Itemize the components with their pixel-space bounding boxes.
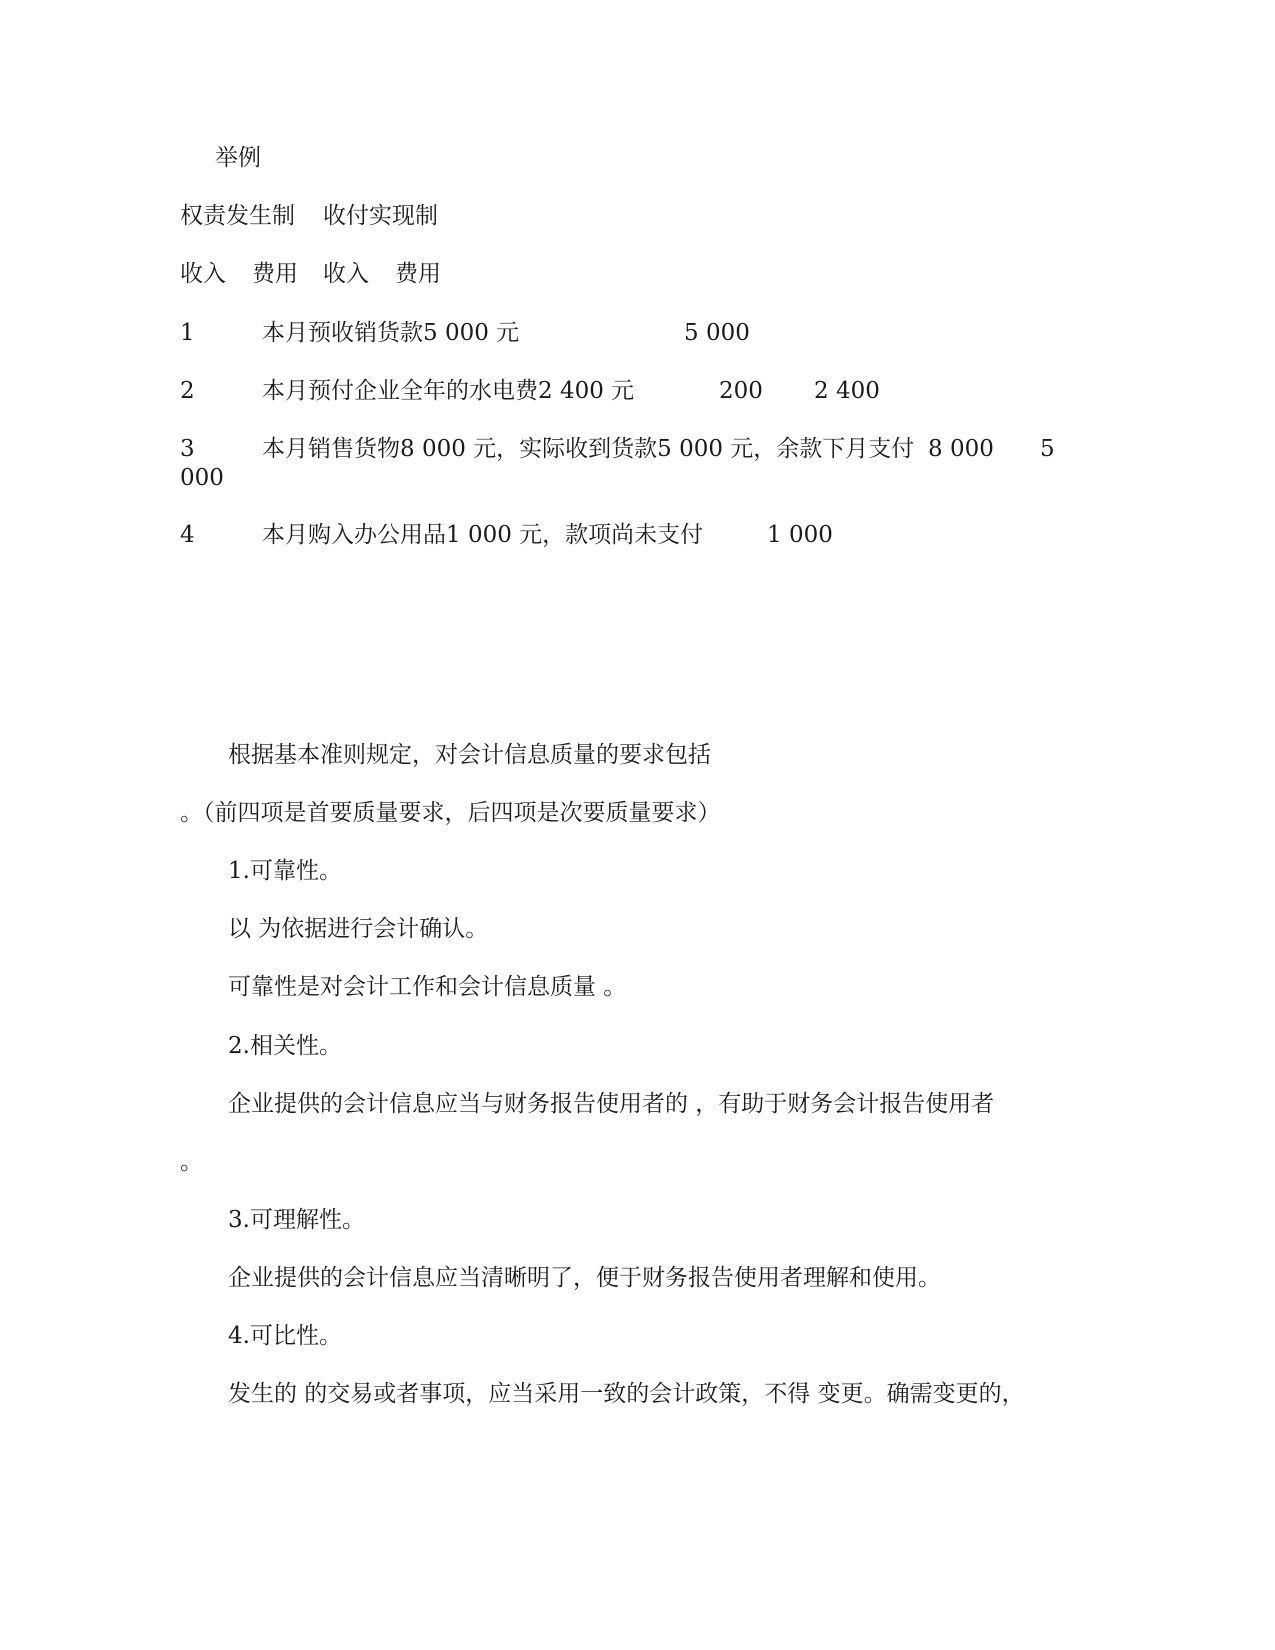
item-title: 3.可理解性。 [228,1207,365,1233]
item-line: 以 为依据进行会计确认。 [228,916,489,942]
row-value: 200 [719,378,763,404]
row-description: 本月预收销货款5 000 元 [262,320,520,346]
row-number: 2 [180,378,195,404]
column-expense-accrual: 费用 [252,261,298,287]
row-value-continued: 000 [180,465,224,491]
cash-basis-label: 收付实现制 [323,203,438,229]
item-line: 企业提供的会计信息应当与财务报告使用者的 ，有助于财务会计报告使用者 [228,1091,995,1117]
heading: 举例 [215,145,261,171]
item-title: 2.相关性。 [228,1033,342,1059]
row-value: 1 000 [767,522,833,548]
item-title: 4.可比性。 [228,1323,342,1349]
item-line: 发生的 的交易或者事项，应当采用一致的会计政策，不得 变更。确需变更的， [228,1381,1025,1407]
row-value: 2 400 [814,378,880,404]
column-expense-cash: 费用 [395,261,441,287]
row-description: 本月预付企业全年的水电费2 400 元 [262,378,635,404]
row-number: 3 [180,436,195,462]
item-line-tail: 。 [180,1149,203,1175]
item-line: 可靠性是对会计工作和会计信息质量 。 [228,974,627,1000]
intro-text: 根据基本准则规定，对会计信息质量的要求包括 [228,742,711,768]
row-value: 5 [1040,436,1055,462]
row-value: 5 000 [684,320,750,346]
column-income-cash: 收入 [323,261,369,287]
row-description: 本月购入办公用品1 000 元，款项尚未支付 [262,522,704,548]
row-description: 本月销售货物8 000 元，实际收到货款5 000 元，余款下月支付 [262,436,915,462]
item-line: 企业提供的会计信息应当清晰明了，便于财务报告使用者理解和使用。 [228,1265,941,1291]
row-number: 4 [180,522,195,548]
row-number: 1 [180,320,195,346]
accrual-basis-label: 权责发生制 [180,203,295,229]
column-income-accrual: 收入 [180,261,226,287]
item-title: 1.可靠性。 [228,858,342,884]
intro-note: 。（前四项是首要质量要求，后四项是次要质量要求） [180,800,721,826]
row-value: 8 000 [928,436,994,462]
